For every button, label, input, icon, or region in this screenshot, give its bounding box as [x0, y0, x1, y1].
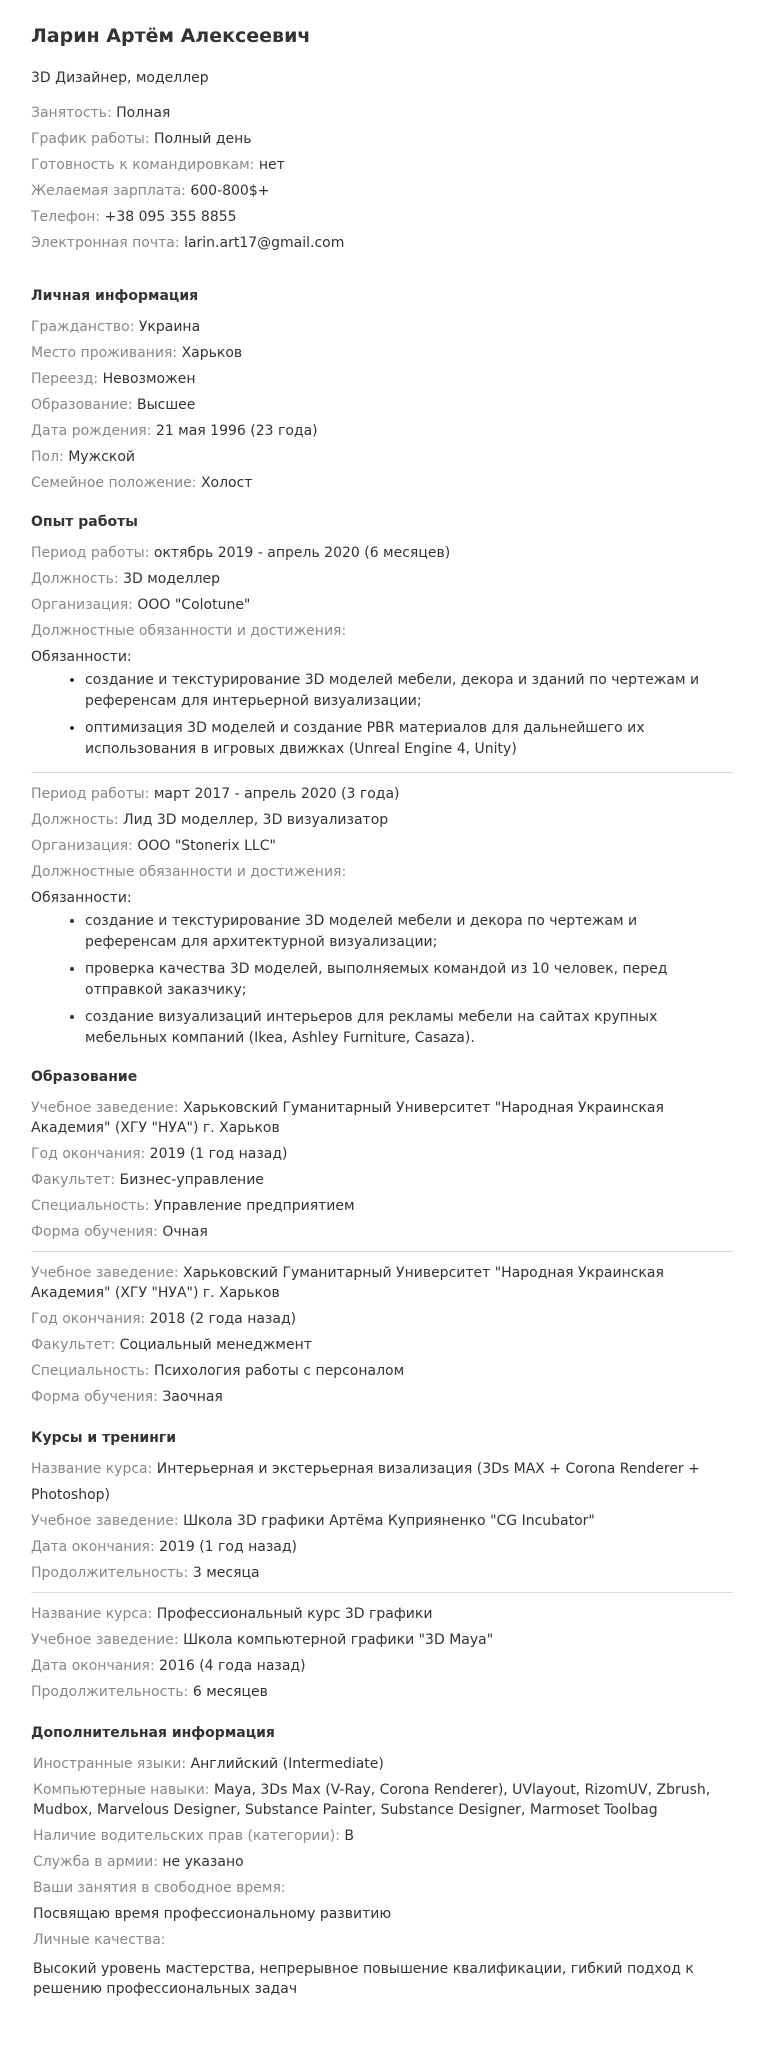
- field-phone: Телефон: +38 095 355 8855: [31, 209, 237, 225]
- section-title-additional: Дополнительная информация: [31, 1725, 275, 1741]
- section-title-education: Образование: [31, 1069, 138, 1085]
- divider: [31, 1592, 733, 1593]
- job-entry: [31, 540, 733, 766]
- resume-position: 3D Дизайнер, моделлер: [31, 70, 209, 86]
- field-hobby-label: Ваши занятия в свободное время:: [33, 1880, 286, 1896]
- section-title-personal: Личная информация: [31, 288, 199, 304]
- list-item: • оптимизация 3D моделей и создание PBR материалов для дальнейшего их использования в игровых движках (Unreal Engine 4, Unity): [85, 718, 733, 766]
- edu-school: Учебное заведение: Харьковский Гуманитарный Университет "Народная Украинская Академия" (ХГУ "НУА") г. Харьков: [31, 1265, 664, 1301]
- field-skills: Компьютерные навыки: Maya, 3Ds Max (V-Ray, Corona Renderer), UVlayout, RizomUV, Zbrush, Mudbox, Marvelous Designer, Substance Painter, Substance Designer, Marmoset Toolbag: [33, 1782, 711, 1818]
- job-resp-label: Должностные обязанности и достижения:: [31, 623, 347, 639]
- additional-info: [31, 1751, 733, 2002]
- job-entry: [31, 781, 733, 1055]
- course-duration: Продолжительность: 3 месяца: [31, 1565, 260, 1581]
- field-residence: Место проживания: Харьков: [31, 345, 243, 361]
- field-gender: Пол: Мужской: [31, 449, 136, 465]
- field-schedule: График работы: Полный день: [31, 131, 252, 147]
- field-qualities-label: Личные качества:: [33, 1932, 166, 1948]
- edu-year: Год окончания: 2019 (1 год назад): [31, 1146, 288, 1162]
- job-org: Организация: ООО "Stonerix LLC": [31, 838, 276, 854]
- field-relocation: Переезд: Невозможен: [31, 371, 196, 387]
- field-education-level: Образование: Высшее: [31, 397, 196, 413]
- field-citizenship: Гражданство: Украина: [31, 319, 201, 335]
- phone-link[interactable]: +38 095 355 8855: [104, 209, 237, 225]
- field-army: Служба в армии: не указано: [33, 1854, 244, 1870]
- field-salary: Желаемая зарплата: 600-800$+: [31, 183, 270, 199]
- list-item: • создание и текстурирование 3D моделей мебели и декора по чертежам и референсам для архитектурной визуализации;: [85, 911, 733, 959]
- course-end: Дата окончания: 2016 (4 года назад): [31, 1658, 306, 1674]
- job-role: Должность: Лид 3D моделлер, 3D визуализатор: [31, 812, 389, 828]
- edu-faculty: Факультет: Бизнес-управление: [31, 1172, 264, 1188]
- list-item: • создание визуализаций интерьеров для рекламы мебели на сайтах крупных мебельных компаний (Ikea, Ashley Furniture, Casaza).: [85, 1007, 733, 1055]
- edu-form: Форма обучения: Очная: [31, 1224, 208, 1240]
- resume-name: Ларин Артём Алексеевич: [31, 25, 311, 47]
- edu-spec: Специальность: Психология работы с персоналом: [31, 1363, 405, 1379]
- job-duties: [31, 670, 733, 766]
- edu-spec: Специальность: Управление предприятием: [31, 1198, 355, 1214]
- course-name: Название курса: Интерьерная и экстерьерная визализация (3Ds MAX + Corona Renderer + Photoshop): [31, 1461, 700, 1503]
- course-school: Учебное заведение: Школа 3D графики Артёма Куприяненко "CG Incubator": [31, 1513, 595, 1529]
- course-school: Учебное заведение: Школа компьютерной графики "3D Maya": [31, 1632, 494, 1648]
- job-duties: [31, 911, 733, 1055]
- course-entry: [31, 1456, 733, 1586]
- edu-faculty: Факультет: Социальный менеджмент: [31, 1337, 312, 1353]
- field-languages: Иностранные языки: Английский (Intermediate): [33, 1756, 384, 1772]
- job-duties-label: Обязанности:: [31, 649, 132, 665]
- list-item: • проверка качества 3D моделей, выполняемых командой из 10 человек, перед отправкой заказчику;: [85, 959, 733, 1007]
- course-end: Дата окончания: 2019 (1 год назад): [31, 1539, 297, 1555]
- field-email: Электронная почта: larin.art17@gmail.com: [31, 235, 345, 251]
- education-entry: [31, 1260, 733, 1410]
- divider: [31, 1251, 733, 1252]
- field-hobby: Посвящаю время профессиональному развитию: [33, 1906, 392, 1922]
- field-marital: Семейное положение: Холост: [31, 475, 253, 491]
- field-employment: Занятость: Полная: [31, 105, 171, 121]
- education-entry: [31, 1095, 733, 1245]
- header-fields: [31, 100, 733, 256]
- list-item: • создание и текстурирование 3D моделей мебели, декора и зданий по чертежам и референсам для интерьерной визуализации;: [85, 670, 733, 718]
- edu-form: Форма обучения: Заочная: [31, 1389, 223, 1405]
- course-name: Название курса: Профессиональный курс 3D графики: [31, 1606, 433, 1622]
- course-duration: Продолжительность: 6 месяцев: [31, 1684, 268, 1700]
- field-qualities: Высокий уровень мастерства, непрерывное повышение квалификации, гибкий подход к решению профессиональных задач: [33, 1961, 694, 1997]
- field-license: Наличие водительских прав (категории): B: [33, 1828, 354, 1844]
- edu-school: Учебное заведение: Харьковский Гуманитарный Университет "Народная Украинская Академия" (ХГУ "НУА") г. Харьков: [31, 1100, 664, 1136]
- job-resp-label: Должностные обязанности и достижения:: [31, 864, 347, 880]
- divider: [31, 772, 733, 773]
- edu-year: Год окончания: 2018 (2 года назад): [31, 1311, 297, 1327]
- job-role: Должность: 3D моделлер: [31, 571, 221, 587]
- section-title-courses: Курсы и тренинги: [31, 1430, 177, 1446]
- field-birthdate: Дата рождения: 21 мая 1996 (23 года): [31, 423, 318, 439]
- job-period: Период работы: октябрь 2019 - апрель 2020 (6 месяцев): [31, 545, 451, 561]
- personal-fields: [31, 314, 733, 496]
- field-travel: Готовность к командировкам: нет: [31, 157, 285, 173]
- course-entry: [31, 1601, 733, 1705]
- job-period: Период работы: март 2017 - апрель 2020 (3 года): [31, 786, 400, 802]
- section-title-experience: Опыт работы: [31, 514, 138, 530]
- job-org: Организация: ООО "Colotune": [31, 597, 251, 613]
- email-link[interactable]: larin.art17@gmail.com: [184, 235, 345, 251]
- job-duties-label: Обязанности:: [31, 890, 132, 906]
